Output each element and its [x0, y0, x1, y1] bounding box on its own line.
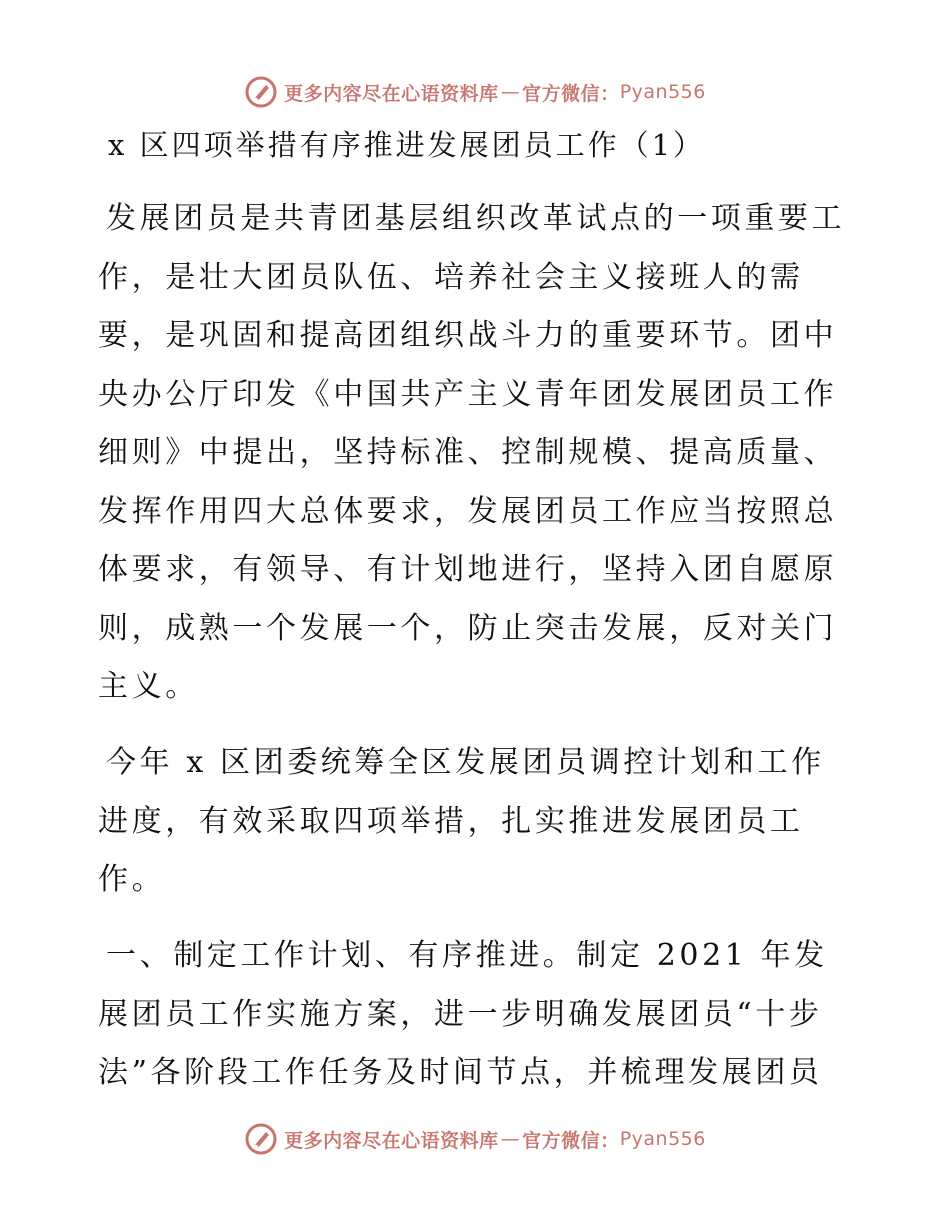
paragraph-measure-one: 一、制定工作计划、有序推进。制定 2021 年发展团员工作实施方案，进一步明确发展团员“十步法”各阶段工作任务及时间节点，并梳理发展团员 [98, 938, 828, 1090]
watermark-wechat-label: 官方微信： [522, 82, 620, 105]
watermark-account: Pyan556 [619, 81, 706, 103]
footer-watermark [0, 1119, 950, 1159]
watermark-dash: — [500, 81, 521, 103]
paragraph-overview: 今年 x 区团委统筹全区发展团员调控计划和工作进度，有效采取四项举措，扎实推进发展团员工作。 [98, 745, 825, 897]
watermark-wechat-label: 官方微信： [522, 1129, 620, 1152]
watermark-account: Pyan556 [619, 1128, 706, 1150]
watermark-site-text: 更多内容尽在心语资料库 [284, 1129, 499, 1152]
paragraph-intro: 发展团员是共青团基层组织改革试点的一项重要工作，是壮大团员队伍、培养社会主义接班人的需要，是巩固和提高团组织战斗力的重要环节。团中央办公厅印发《中国共产主义青年团发展团员工作细则》中提出，坚持标准、控制规模、提高质量、发挥作用四大总体要求，发展团员工作应当按照总体要求，有领导、有计划地进行，坚持入团自愿原则，成熟一个发展一个，防止突击发展，反对关门主义。 [98, 201, 846, 704]
pen-nib-logo-icon [244, 75, 278, 109]
watermark-dash: — [500, 1128, 521, 1150]
watermark-site-text: 更多内容尽在心语资料库 [284, 82, 499, 105]
pen-nib-logo-icon [244, 1122, 278, 1156]
header-watermark [0, 72, 950, 112]
document-title: x 区四项举措有序推进发展团员工作（1） [108, 128, 706, 162]
